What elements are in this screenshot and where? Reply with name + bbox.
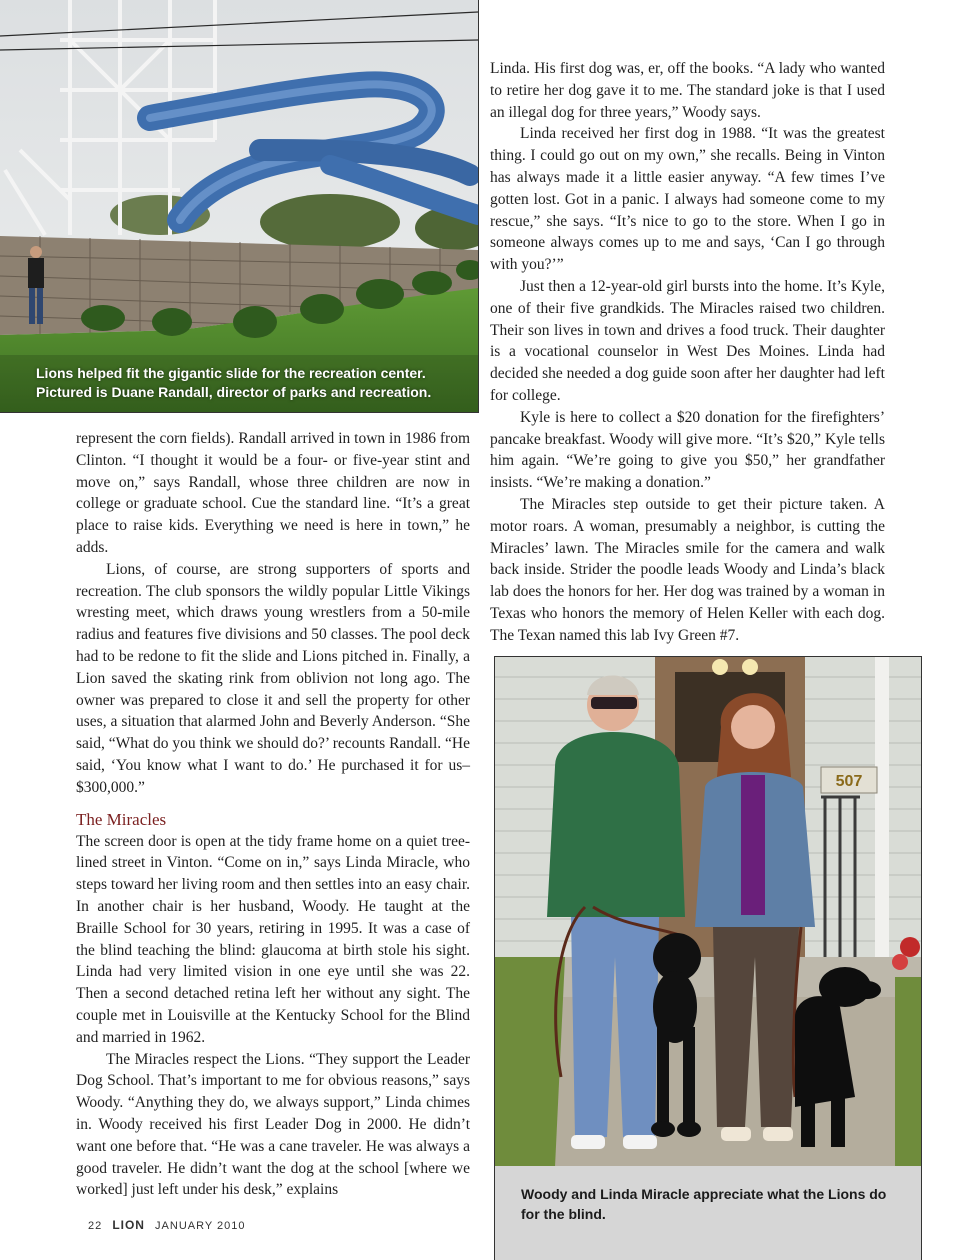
- house-number: 507: [835, 773, 863, 790]
- left-article-column: [76, 428, 470, 1201]
- recreation-center-photo: [0, 0, 479, 413]
- article-paragraph: Kyle is here to collect a $20 donation for the firefighters’ pancake breakfast. Woody will give more. “It’s $20,” Kyle tells him again. “We’re going to give you $50,” her grandfather insists. “We’re making a donation.”: [490, 408, 885, 492]
- page-number: 22: [88, 1220, 103, 1232]
- bottom-photo-caption-box: [494, 1166, 922, 1260]
- article-paragraph: Linda received her first dog in 1988. “It was the greatest thing. I could go out on my own,” she recalls. Being in Vinton has always made it a little easier anyway. “A few times I’ve gotten lost. Got in a panic. I always had someone come to my rescue,” she says. “It’s nice to go to the store. When I go in someone always comes up to me and says, ‘Can I go through with you?’”: [490, 125, 885, 274]
- couple-with-dogs-illustration: [495, 657, 921, 1167]
- section-heading: The Miracles: [76, 809, 167, 829]
- magazine-name: LION: [112, 1218, 145, 1232]
- slide-photo-illustration: [0, 0, 478, 412]
- right-article-column: [490, 58, 885, 647]
- page-footer: [88, 1218, 246, 1232]
- miracles-photo: [494, 656, 922, 1168]
- issue-date: JANUARY 2010: [155, 1220, 246, 1232]
- top-photo-caption: Lions helped fit the gigantic slide for the recreation center. Pictured is Duane Randall, director of parks and recreation.: [36, 365, 432, 400]
- article-paragraph: Linda. His first dog was, er, off the books. “A lady who wanted to retire her dog gave it to me. The standard joke is that I used an illegal dog for three years,” Woody says.: [490, 60, 885, 121]
- article-paragraph: The screen door is open at the tidy frame home on a quiet tree-lined street in Vinton. “Come on in,” says Linda Miracle, who steps toward her living room and then settles into an easy chair. In another chair is her husband, Woody. He taught at the Braille School for 30 years, retiring in 1995. It was a case of the blind teaching the blind: glaucoma at birth stole his sight. Linda had very limited vision in one eye until she was 22. Then a second detached retina left her without any sight. The couple met in Louisville at the Kentucky School for the Blind and married in 1962.: [76, 832, 470, 1046]
- article-paragraph: Just then a 12-year-old girl bursts into the home. It’s Kyle, one of their five grandkids. The Miracles raised two children. Their son lives in town and drives a food truck. Their daughter is a vocational counselor in West Des Moines. Linda had decided she needed a dog guide soon after her daughter had left for college.: [490, 277, 885, 404]
- article-paragraph: represent the corn fields). Randall arrived in town in 1986 from Clinton. “I thought it would be a four- or five-year stint and move on,” says Randall, whose three children are now in college or graduate school. Cue the standard line. “It’s a great place to raise kids. Everything we need is here in town,” he adds.: [76, 430, 470, 556]
- bottom-photo-caption: Woody and Linda Miracle appreciate what the Lions do for the blind.: [521, 1186, 887, 1222]
- article-paragraph: The Miracles respect the Lions. “They support the Leader Dog School. That’s important to me for obvious reasons,” says Woody. “Anything they do, we always support,” Linda chimes in. Woody received his first Leader Dog in 2000. He didn’t want one before that. “He was a cane traveler. He was always a good traveler. He didn’t want the dog at the school [where we worked] just left under his desk,” explains: [76, 1050, 470, 1199]
- article-paragraph: The Miracles step outside to get their picture taken. A motor roars. A woman, presumably a neighbor, is cutting the Miracles’ lawn. The Miracles smile for the camera and walk back inside. Strider the poodle leads Woody and Linda’s black lab does the honors for her. Her dog was trained by a woman in Texas who honors the memory of Helen Keller with each dog. The Texan named this lab Ivy Green #7.: [490, 495, 885, 644]
- article-paragraph: Lions, of course, are strong supporters of sports and recreation. The club sponsors the wildly popular Little Vikings wresting meet, which draws young wrestlers from a 50-mile radius and features five divisions and 50 classes. The pool deck had to be redone to fit the slide and Lions pitched in. Finally, a Lion saved the skating rink from oblivion not long ago. The owner was prepared to close it and sell the property for other uses, a situation that alarmed John and Beverly Anderson. “She said, “What do you think we should do?’ recounts Randall. “He said, ‘You know what I want to do.’ He purchased it for us–$300,000.”: [76, 560, 471, 796]
